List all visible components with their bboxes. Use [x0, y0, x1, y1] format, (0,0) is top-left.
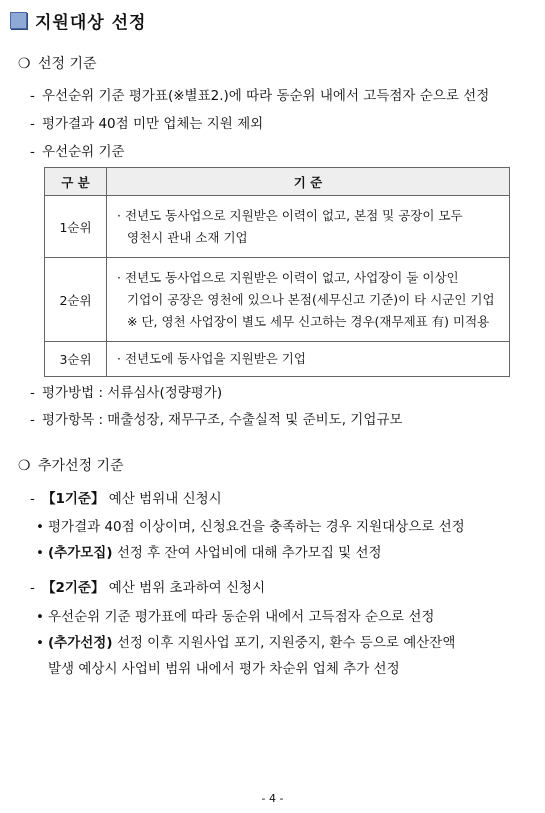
emphasis-label: (추가선정) — [48, 635, 113, 651]
table-cell-rank: 1순위 — [45, 196, 107, 258]
dot-bullet-icon: • — [36, 609, 44, 625]
list-item — [30, 140, 125, 160]
section-heading-additional-selection — [18, 455, 124, 475]
table-cell-rank: 2순위 — [45, 258, 107, 342]
criteria-line: · 전년도 동사업으로 지원받은 이력이 없고, 본점 및 공장이 모두 — [117, 207, 463, 223]
dash-marker: - — [30, 116, 35, 132]
priority-criteria-table — [44, 167, 510, 377]
list-item — [36, 541, 382, 561]
list-item — [30, 381, 222, 401]
dash-marker: - — [30, 144, 35, 160]
criterion-2 — [30, 576, 265, 596]
table-header-criteria: 기 준 — [107, 168, 510, 196]
table-header-row — [45, 168, 510, 196]
page-title-bar — [10, 8, 146, 33]
dash-marker: - — [30, 580, 35, 596]
criterion-text: 예산 범위내 신청시 — [108, 491, 222, 507]
circle-bullet-icon: ❍ — [18, 458, 31, 474]
section-heading-selection-criteria — [18, 53, 97, 73]
criteria-line: · 전년도에 동사업을 지원받은 기업 — [117, 351, 306, 366]
list-item — [30, 408, 402, 428]
list-item-text: 평가결과 40점 이상이며, 신청요건을 충족하는 경우 지원대상으로 선정 — [48, 519, 465, 535]
list-item-continuation: 발생 예상시 사업비 범위 내에서 평가 차순위 업체 추가 선정 — [48, 661, 400, 677]
table-cell-criteria — [107, 342, 510, 377]
dash-marker: - — [30, 88, 35, 104]
list-item — [36, 631, 455, 651]
criterion-1 — [30, 487, 222, 507]
list-item — [30, 84, 489, 104]
list-item-text: 평가결과 40점 미만 업체는 지원 제외 — [42, 116, 264, 132]
table-row — [45, 342, 510, 377]
list-item — [36, 605, 434, 625]
table-row — [45, 196, 510, 258]
dot-bullet-icon: • — [36, 545, 44, 561]
section-heading-text: 추가선정 기준 — [38, 458, 124, 474]
emphasis-label: (추가모집) — [48, 545, 113, 561]
table-row — [45, 258, 510, 342]
dash-marker: - — [30, 491, 35, 507]
dash-marker: - — [30, 412, 35, 428]
criteria-line: 영천시 관내 소재 기업 — [127, 229, 248, 245]
table-cell-rank: 3순위 — [45, 342, 107, 377]
list-item-text: 선정 후 잔여 사업비에 대해 추가모집 및 선정 — [116, 545, 382, 561]
page-number: - 4 - — [261, 792, 284, 805]
table-cell-criteria — [107, 258, 510, 342]
dot-bullet-icon: • — [36, 635, 44, 651]
dot-bullet-icon: • — [36, 519, 44, 535]
criterion-text: 예산 범위 초과하여 신청시 — [108, 580, 266, 596]
criterion-label: 【2기준】 — [42, 580, 105, 596]
criteria-line: ※ 단, 영천 사업장이 별도 세무 신고하는 경우(재무제표 有) 미적용 — [127, 313, 490, 329]
criteria-line: · 전년도 동사업으로 지원받은 이력이 없고, 사업장이 둘 이상인 — [117, 269, 459, 285]
circle-bullet-icon: ❍ — [18, 56, 31, 72]
table-header-category: 구 분 — [45, 168, 107, 196]
list-item-text: 우선순위 기준 평가표(※별표2.)에 따라 동순위 내에서 고득점자 순으로 선정 — [42, 88, 490, 104]
criterion-label: 【1기준】 — [42, 491, 105, 507]
list-item — [36, 515, 465, 535]
square-bullet-icon — [10, 12, 27, 29]
list-item-text: 선정 이후 지원사업 포기, 지원중지, 환수 등으로 예산잔액 — [116, 635, 456, 651]
dash-marker: - — [30, 385, 35, 401]
list-item — [30, 112, 263, 132]
table-cell-criteria — [107, 196, 510, 258]
section-heading-text: 선정 기준 — [38, 56, 97, 72]
list-item-text: 우선순위 기준 평가표에 따라 동순위 내에서 고득점자 순으로 선정 — [48, 609, 435, 625]
list-item-text: 평가방법 : 서류심사(정량평가) — [42, 385, 223, 401]
list-item-text: 우선순위 기준 — [42, 144, 125, 160]
list-item-text: 평가항목 : 매출성장, 재무구조, 수출실적 및 준비도, 기업규모 — [42, 412, 403, 428]
page-title: 지원대상 선정 — [35, 13, 147, 33]
criteria-line: 기업이 공장은 영천에 있으나 본점(세무신고 기준)이 타 시군인 기업 — [127, 291, 495, 307]
